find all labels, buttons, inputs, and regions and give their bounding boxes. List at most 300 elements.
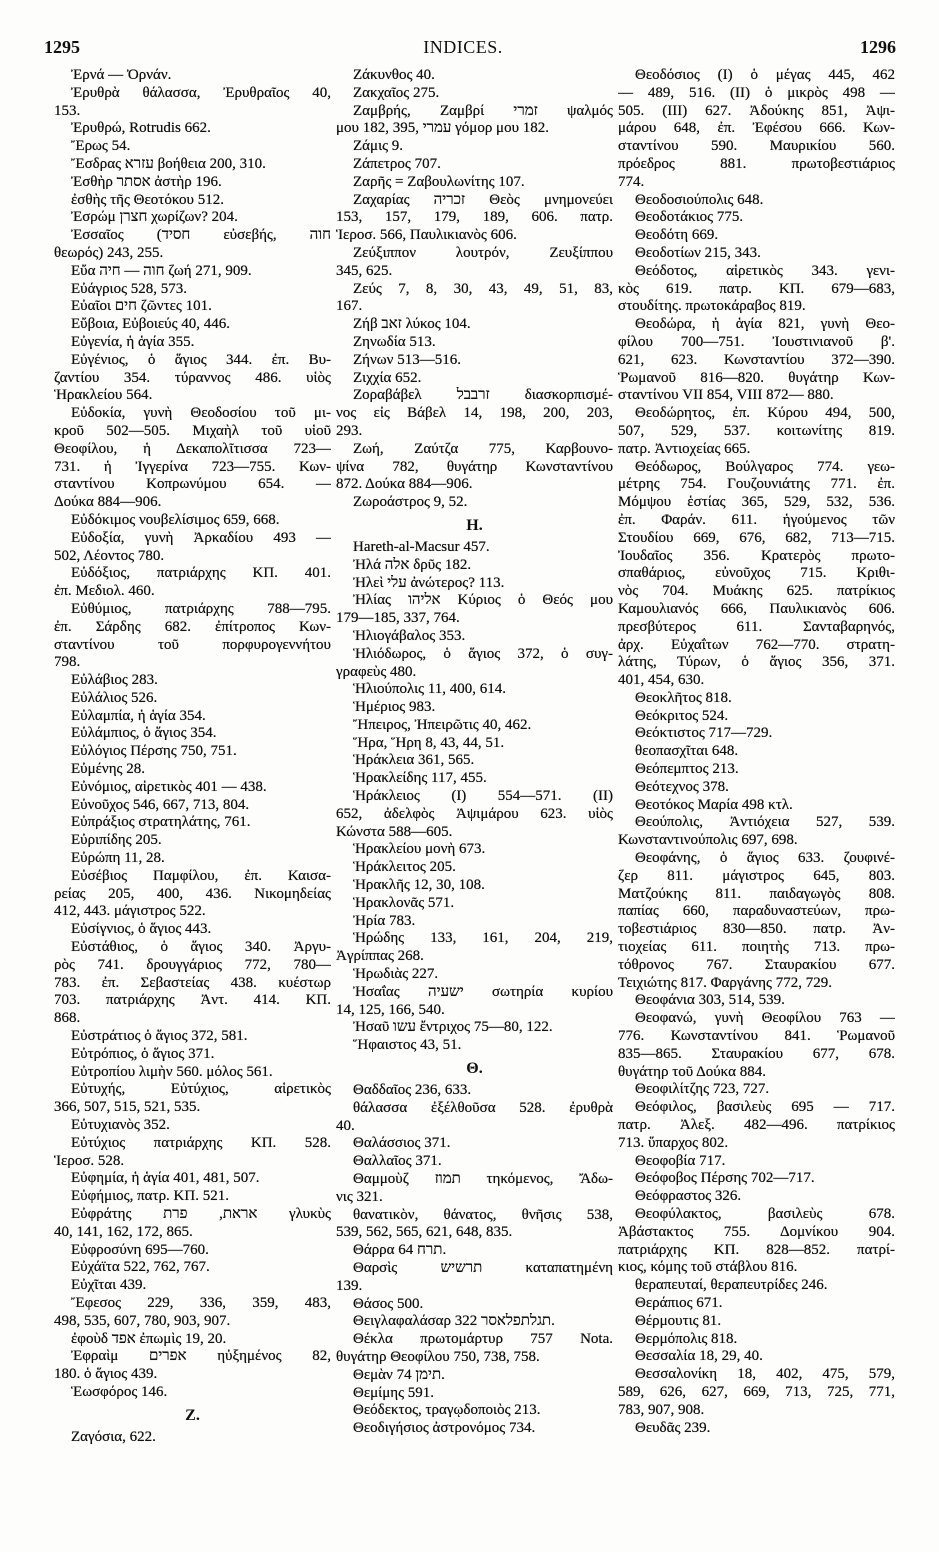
index-entry	[336, 1082, 613, 1100]
index-entry	[618, 1206, 895, 1277]
entry-headword-line: Εὐθύμιος, πατριάρχης 788—795.	[71, 600, 331, 617]
index-entry	[54, 939, 331, 1028]
entry-headword-line: Θεόφιλος, βασιλεὺς 695 — 717.	[635, 1099, 895, 1116]
index-entry	[54, 1064, 331, 1082]
entry-continuation-line: νος εἰς Βάβελ 14, 198, 200, 203,	[336, 405, 613, 422]
entry-continuation-line: 502, Λέοντος 780.	[54, 547, 165, 564]
index-entry	[54, 601, 331, 672]
entry-headword-line: Ἔρως 54.	[71, 138, 131, 155]
index-entry	[336, 1153, 613, 1171]
entry-headword-line: Ζωροάστρος 9, 52.	[353, 494, 468, 511]
index-entry	[54, 85, 331, 121]
entry-headword-line: Εὐφήμιος, πατρ. ΚΠ. 521.	[71, 1188, 229, 1205]
index-entry	[336, 1296, 613, 1314]
index-entry	[618, 245, 895, 263]
entry-headword-line: Εὐδόξιος, πατριάρχης ΚΠ. 401.	[71, 565, 331, 582]
index-entry	[54, 67, 331, 85]
entry-headword-line: Ἠσαΐας ישעיה σωτηρία κυρίου	[353, 983, 613, 1000]
index-entry	[618, 850, 895, 992]
entry-continuation-line: θυγάτηρ Θεοφίλου 750, 738, 758.	[336, 1348, 540, 1365]
index-entry	[54, 120, 331, 138]
entry-headword-line: Εὐπράξιος στρατηλάτης, 761.	[71, 814, 251, 831]
index-entry	[336, 1313, 613, 1331]
entry-headword-line: Εὐσίγνιος, ὁ ἅγιος 443.	[71, 921, 212, 938]
entry-continuation-line: Κωνσταντινούπολις 697, 698.	[618, 832, 798, 849]
index-entry	[618, 725, 895, 743]
index-entry	[618, 1366, 895, 1419]
entry-headword-line: Εὐδόκιμος νουβελίσιμος 659, 668.	[71, 511, 280, 528]
entry-continuation-line: 798.	[54, 654, 81, 671]
entry-headword-line: Θεόδωρος, Βούλγαρος 774. γεω-	[635, 458, 895, 475]
entry-continuation-line: Ἀγρίππας 268.	[336, 948, 424, 965]
index-entry	[618, 814, 895, 850]
entry-headword-line: ἐφοὺδ אפד ἐπωμὶς 19, 20.	[71, 1330, 227, 1347]
entry-headword-line: Ζάπετρος 707.	[353, 155, 441, 172]
entry-headword-line: Θέρμουτις 81.	[635, 1312, 722, 1329]
index-entry	[54, 192, 331, 210]
entry-headword-line: Ζήνων 513—516.	[353, 351, 461, 368]
entry-headword-line: Ζαρῆς = Ζαβουλωνίτης 107.	[353, 173, 525, 190]
entry-headword-line: Εὐφράτης אראת, פרת γλυκὺς	[71, 1206, 331, 1222]
entry-headword-line: Εὐτροπίου λιμὴν 560. μόλος 561.	[71, 1063, 273, 1080]
index-entry	[336, 699, 613, 717]
page-number-right: 1296	[860, 37, 896, 57]
entry-continuation-line: σπαθάριος, εὐνοῦχος 715. Κριθι-	[618, 565, 895, 582]
index-entry	[54, 779, 331, 797]
entry-headword-line: Θεοφάνης, ὁ ἅγιος 633. ζουφινέ-	[635, 850, 895, 867]
entry-continuation-line: πρεσβύτερος 611. Σανταβαρηνός,	[618, 618, 895, 635]
index-entry	[54, 530, 331, 566]
index-entry	[336, 628, 613, 646]
entry-continuation-line: Ματζούκης 811. παιδαγωγὸς 808.	[618, 885, 895, 902]
entry-headword-line: Ἐρυθρώ, Rotrudis 662.	[71, 120, 211, 137]
entry-continuation-line: θεωρός) 243, 255.	[54, 244, 164, 261]
index-entry	[336, 770, 613, 788]
index-entry	[54, 298, 331, 316]
index-entry	[54, 1348, 331, 1384]
entry-headword-line: Θευδᾶς 239.	[635, 1419, 711, 1436]
entry-continuation-line: 652, ἀδελφὸς Ἀψιμάρου 623. υἱὸς	[336, 805, 613, 822]
entry-continuation-line: κροῦ 502—505. Μιχαὴλ τοῦ υἱοῦ	[54, 422, 331, 439]
entry-headword-line: Εὐδοκία, γυνὴ Θεοδοσίου τοῦ μι-	[71, 405, 331, 422]
index-entry	[336, 67, 613, 85]
index-entry	[336, 966, 613, 984]
index-entry	[336, 1171, 613, 1207]
entry-headword-line: Εὐχάϊτα 522, 762, 767.	[71, 1259, 210, 1276]
entry-headword-line: Ἡμέριος 983.	[353, 699, 436, 716]
entry-continuation-line: ἐπ. Φαράν. 611. ἡγούμενος τῶν	[618, 511, 895, 528]
index-entry	[54, 263, 331, 281]
entry-continuation-line: Ἱεροσ. 566, Παυλικιανὸς 606.	[336, 227, 517, 244]
index-entry	[336, 441, 613, 494]
entry-continuation-line: Ἱεροσ. 528.	[54, 1152, 125, 1169]
entry-headword-line: Εὐτύχιος πατριάρχης ΚΠ. 528.	[71, 1134, 331, 1151]
index-entry	[336, 557, 613, 575]
index-entry	[336, 156, 613, 174]
entry-continuation-line: 731. ἡ Ἰγγερίνα 723—755. Κων-	[54, 458, 331, 475]
entry-headword-line: Ἐσρώμ חצרן χωρίζων? 204.	[71, 209, 238, 226]
index-entry	[336, 877, 613, 895]
index-entry	[336, 245, 613, 281]
entry-continuation-line: 40.	[336, 1117, 355, 1134]
entry-continuation-line: 180. ὁ ἅγιος 439.	[54, 1366, 158, 1383]
entry-continuation-line: Τειχιώτης 817. Φαργάνης 772, 729.	[618, 974, 832, 991]
entry-headword-line: Ἠσαῦ עשו ἔντριχος 75—80, 122.	[353, 1019, 553, 1036]
entry-headword-line: θανατικὸν, θάνατος, θνῆσις 538,	[353, 1206, 613, 1223]
index-entry	[336, 681, 613, 699]
entry-headword-line: Θαλάσσιος 371.	[353, 1135, 451, 1152]
entry-headword-line: Ἐρυθρὰ θάλασσα, Ἐρυθραῖος 40,	[71, 84, 331, 101]
index-entry	[54, 316, 331, 334]
entry-headword-line: Θεοδώρητος, ἐπ. Κύρου 494, 500,	[635, 405, 895, 422]
entry-headword-line: Θεοφιλίτζης 723, 727.	[635, 1081, 770, 1098]
entry-continuation-line: στουδίτης. πρωτοκάραβος 819.	[618, 298, 806, 315]
entry-continuation-line: ἐπ. Σάρδης 682. ἐπίτροπος Κων-	[54, 618, 331, 635]
index-entry	[336, 1037, 613, 1055]
index-entry	[54, 814, 331, 832]
index-entry	[54, 352, 331, 405]
entry-headword-line: Ἑωσφόρος 146.	[71, 1383, 168, 1400]
index-entry	[54, 334, 331, 352]
entry-headword-line: Θεόκτιστος 717—729.	[635, 725, 773, 742]
index-entry	[618, 263, 895, 316]
entry-continuation-line: 621, 623. Κωνσταντίου 372—390.	[618, 351, 895, 368]
entry-headword-line: Ἐσθὴρ אסתר ἀστὴρ 196.	[71, 173, 222, 190]
entry-continuation-line: Μόμψου ἑστίας 365, 529, 532, 536.	[618, 494, 895, 511]
entry-continuation-line: 139.	[336, 1277, 363, 1294]
index-entry	[618, 192, 895, 210]
entry-continuation-line: 507, 529, 537. κοιτωνίτης 819.	[618, 422, 895, 439]
entry-headword-line: Θεοδόσιος (I) ὁ μέγας 445, 462	[635, 67, 895, 83]
entry-headword-line: Εὐδοξία, γυνὴ Ἀρκαδίου 493 —	[71, 529, 331, 546]
index-entry	[336, 1019, 613, 1037]
entry-headword-line: Ἡρωδιὰς 227.	[353, 966, 439, 983]
index-entry	[54, 1384, 331, 1402]
index-entry	[618, 1295, 895, 1313]
entry-continuation-line: ζερ 811. μάγιστρος 645, 803.	[618, 867, 895, 884]
index-entry	[54, 850, 331, 868]
entry-headword-line: Ἠλίας אליהו Κύριος ὁ Θεός μου	[353, 592, 613, 609]
entry-headword-line: Ἡρακλείου μονὴ 673.	[353, 841, 486, 858]
entry-continuation-line: ρείας 205, 400, 436. Νικομηδείας	[54, 885, 331, 902]
index-entry	[54, 1295, 331, 1331]
entry-continuation-line: 179—185, 337, 764.	[336, 610, 460, 627]
entry-headword-line: Ζαμβρής, Ζαμβρί זמרי ψαλμός	[353, 102, 613, 119]
index-entry	[54, 1028, 331, 1046]
entry-continuation-line: Δούκα 884—906.	[54, 494, 162, 511]
index-entry	[336, 138, 613, 156]
index-column-2	[336, 67, 613, 1438]
index-entry	[336, 1260, 613, 1296]
entry-headword-line: Ἡρακλείδης 117, 455.	[353, 770, 487, 787]
entry-headword-line: Θεούπολις, Ἀντιόχεια 527, 539.	[635, 814, 895, 831]
index-entry	[336, 913, 613, 931]
index-entry	[336, 281, 613, 317]
entry-headword-line: Ἠρία 783.	[353, 912, 416, 929]
entry-headword-line: Ζοραβάβελ זרבבל διασκορπισμέ-	[353, 387, 613, 404]
entry-headword-line: Ζάμις 9.	[353, 138, 404, 155]
index-entry	[618, 1313, 895, 1331]
index-entry	[618, 992, 895, 1010]
entry-headword-line: Εὐστράτιος ὁ ἅγιος 372, 581.	[71, 1028, 248, 1045]
entry-continuation-line: Θεοφίλου, ἡ Δεκαπολῖτισσα 723—	[54, 440, 331, 457]
entry-headword-line: Ἡράκλεια 361, 565.	[353, 752, 475, 769]
entry-continuation-line: σταντίνου τοῦ πορφυρογεννήτου	[54, 636, 331, 653]
index-entry	[336, 192, 613, 245]
index-entry	[336, 103, 613, 139]
entry-headword-line: Θειγλαφαλάσαρ תגלתפלאסר 322.	[353, 1313, 555, 1330]
entry-continuation-line: 40, 141, 162, 172, 865.	[54, 1223, 193, 1240]
index-entry	[336, 1420, 613, 1438]
index-entry	[336, 1242, 613, 1260]
entry-continuation-line: θυγάτηρ τοῦ Δούκα 884.	[618, 1063, 766, 1080]
entry-headword-line: Ζωή, Ζαύτζα 775, Καρβουνο-	[353, 440, 613, 457]
index-entry	[336, 788, 613, 841]
entry-continuation-line: 167.	[336, 298, 363, 315]
entry-continuation-line: 703. πατριάρχης Ἀντ. 414. ΚΠ.	[54, 992, 331, 1009]
entry-headword-line: Θεοκλῆτος 818.	[635, 689, 732, 706]
index-entry	[54, 1188, 331, 1206]
index-entry	[618, 227, 895, 245]
entry-continuation-line: 505. (III) 627. Ἀδούκης 851, Ἀψι-	[618, 102, 895, 119]
index-entry	[336, 387, 613, 440]
entry-headword-line: Θεοφάνια 303, 514, 539.	[635, 992, 785, 1009]
index-entry	[618, 743, 895, 761]
entry-headword-line: Ἐσσαῖος (חסיד εὐσεβής, חוה	[71, 227, 331, 244]
index-entry	[54, 156, 331, 174]
index-entry	[54, 565, 331, 601]
entry-headword-line: Εὐρώπη 11, 28.	[71, 850, 165, 867]
index-entry	[54, 1117, 331, 1135]
entry-headword-line: Εὐλαμπία, ἡ ἁγία 354.	[71, 707, 206, 724]
index-entry	[336, 1331, 613, 1367]
index-entry	[54, 708, 331, 726]
index-entry	[54, 138, 331, 156]
entry-continuation-line: λάτης, Τύρων, ὁ ἅγιος 356, 371.	[618, 654, 895, 671]
index-entry	[336, 494, 613, 512]
index-entry	[336, 174, 613, 192]
index-entry	[336, 575, 613, 593]
entry-continuation-line: τόθρονος 767. Σταυρακίου 677.	[618, 956, 895, 973]
entry-continuation-line: Καμουλιανός 666, Παυλικιανὸς 606.	[618, 600, 895, 617]
index-entry	[618, 1010, 895, 1081]
entry-continuation-line: Ῥωμανοῦ 816—820. θυγάτηρ Κων-	[618, 369, 895, 386]
index-column-3	[618, 67, 895, 1437]
entry-headword-line: Ζακχαῖος 275.	[353, 84, 440, 101]
index-entry	[336, 735, 613, 753]
entry-continuation-line: 713. ὕπαρχος 802.	[618, 1134, 729, 1151]
entry-continuation-line: παπίας 660, παραδυναστεύων, πρω-	[618, 903, 895, 920]
index-entry	[336, 1100, 613, 1136]
index-entry	[618, 1099, 895, 1152]
index-entry	[336, 592, 613, 628]
entry-headword-line: Θεοφανώ, γυνὴ Θεοφίλου 763 —	[635, 1010, 895, 1027]
index-entry	[336, 85, 613, 103]
index-entry	[54, 405, 331, 512]
entry-headword-line: Ζήβ זאב λύκος 104.	[353, 316, 471, 333]
entry-continuation-line: φίλου 700—751. Ἰουστινιανοῦ β'.	[618, 333, 895, 350]
index-entry	[618, 1420, 895, 1438]
entry-headword-line: Θεόπεμπτος 213.	[635, 761, 739, 778]
entry-continuation-line: σταντίνου VII 854, VIII 872— 880.	[618, 387, 834, 404]
entry-continuation-line: σταντίνου 590. Μαυρικίου 560.	[618, 138, 895, 155]
entry-headword-line: Θεμὰν תימן 74.	[353, 1366, 445, 1383]
entry-headword-line: Εὐλόγιος Πέρσης 750, 751.	[71, 743, 237, 760]
entry-continuation-line: τοβεστιάριος 830—850. πατρ. Ἀν-	[618, 921, 895, 938]
entry-continuation-line: γραφεὺς 480.	[336, 663, 417, 680]
entry-continuation-line: Ἀβάστακτος 755. Δομνίκου 904.	[618, 1223, 895, 1240]
entry-headword-line: Εὐσέβιος Παμφίλου, ἐπ. Καισα-	[71, 867, 331, 884]
index-entry	[54, 1046, 331, 1064]
entry-headword-line: Θερμόπολις 818.	[635, 1330, 738, 1347]
entry-headword-line: θεοπασχῖται 648.	[635, 743, 739, 760]
entry-continuation-line: πρόεδρος 881. πρωτοβεστιάριος	[618, 155, 895, 172]
entry-continuation-line: 153.	[54, 102, 81, 119]
entry-headword-line: Εὐνοῦχος 546, 667, 713, 804.	[71, 796, 250, 813]
entry-headword-line: Θεόδεκτος, τραγῳδοποιὸς 213.	[353, 1402, 541, 1419]
entry-headword-line: Θεοφύλακτος, βασιλεὺς 678.	[635, 1206, 895, 1222]
index-entry	[54, 797, 331, 815]
index-entry	[336, 1207, 613, 1243]
entry-continuation-line: 589, 626, 627, 669, 713, 725, 771,	[618, 1383, 895, 1400]
index-entry	[54, 725, 331, 743]
entry-headword-line: Ζεύξιππον λουτρόν, Ζευξίππου	[353, 244, 613, 261]
index-entry	[618, 67, 895, 192]
index-entry	[336, 1135, 613, 1153]
index-entry	[336, 646, 613, 682]
entry-continuation-line: 498, 535, 607, 780, 903, 907.	[54, 1312, 231, 1329]
entry-headword-line: Εὐστάθιος, ὁ ἅγιος 340. Ἀργυ-	[71, 939, 331, 956]
entry-headword-line: Θαμμοὺζ תמוז τηκόμενος, Ἄδω-	[353, 1171, 613, 1188]
index-entry	[54, 761, 331, 779]
entry-continuation-line: κὸς 619. πατρ. ΚΠ. 679—683,	[618, 280, 895, 297]
entry-headword-line: Ἠλά אלה δρῦς 182.	[353, 556, 472, 573]
entry-continuation-line: πατρ. Ἀντιοχείας 665.	[618, 440, 751, 457]
index-entry	[336, 539, 613, 557]
index-entry	[618, 459, 895, 690]
entry-headword-line: Εὐγενία, ἡ ἁγία 355.	[71, 333, 195, 350]
entry-continuation-line: — 489, 516. (II) ὁ μικρὸς 498 —	[618, 84, 895, 101]
letter-heading: Z.	[185, 1406, 200, 1424]
index-entry	[618, 1153, 895, 1171]
entry-continuation-line: τιοχείας 611. ποιητὴς 713. πρω-	[618, 939, 895, 956]
entry-headword-line: Ζιχχία 652.	[353, 369, 422, 386]
index-entry	[54, 1277, 331, 1295]
index-entry	[336, 334, 613, 352]
entry-continuation-line: 774.	[618, 173, 645, 190]
index-entry	[54, 672, 331, 690]
entry-continuation-line: 412, 443. μάγιστρος 522.	[54, 903, 206, 920]
running-title: INDICES.	[423, 37, 503, 57]
entry-headword-line: Εὐαῖοι חים ζῶντες 101.	[71, 298, 212, 315]
entry-headword-line: Θεσσαλονίκη 18, 402, 475, 579,	[635, 1366, 895, 1383]
entry-continuation-line: νὸς 704. Μυάκης 625. πατρίκιος	[618, 583, 895, 600]
entry-headword-line: Ἤπειρος, Ἠπειρῶτις 40, 462.	[353, 716, 532, 733]
entry-headword-line: Ζαγόσια, 622.	[71, 1428, 156, 1445]
index-column-1	[54, 67, 331, 1447]
index-entry	[336, 1402, 613, 1420]
page-number-left: 1295	[44, 37, 80, 57]
index-entry	[54, 1242, 331, 1260]
index-entry	[54, 1259, 331, 1277]
entry-headword-line: Ζηνωδία 513.	[353, 333, 436, 350]
entry-headword-line: Εὐτυχής, Εὐτύχιος, αἱρετικὸς	[71, 1081, 331, 1098]
index-entry	[618, 1348, 895, 1366]
entry-headword-line: Ἐρνά — Ὀρνάν.	[71, 67, 172, 83]
index-entry	[618, 797, 895, 815]
entry-headword-line: Ἡλιογάβαλος 353.	[353, 627, 466, 644]
entry-headword-line: Ἔφεσος 229, 336, 359, 483,	[71, 1294, 331, 1311]
entry-continuation-line: ἐπ. Μεδιολ. 460.	[54, 583, 155, 600]
index-entry	[618, 1331, 895, 1349]
index-entry	[336, 841, 613, 859]
index-entry	[336, 859, 613, 877]
entry-continuation-line: 293.	[336, 422, 363, 439]
entry-continuation-line: σταντίνου Κοπρωνύμου 654. —	[54, 476, 331, 493]
entry-continuation-line: 872. Δούκα 884—906.	[336, 476, 473, 493]
entry-headword-line: Ἡρακλῆς 12, 30, 108.	[353, 877, 485, 894]
entry-headword-line: Θεοφοβία 717.	[635, 1152, 726, 1169]
entry-headword-line: Ἔσδρας עזרא βοήθεια 200, 310.	[71, 155, 266, 172]
index-entry	[54, 1135, 331, 1171]
entry-headword-line: Θεράπιος 671.	[635, 1294, 723, 1311]
entry-headword-line: Hareth-al-Macsur 457.	[353, 538, 490, 555]
entry-headword-line: Εὐχῖται 439.	[71, 1277, 147, 1294]
index-entry	[336, 1367, 613, 1385]
index-entry	[54, 512, 331, 530]
entry-headword-line: Θεσσαλία 18, 29, 40.	[635, 1348, 763, 1365]
index-entry	[54, 1081, 331, 1117]
entry-continuation-line: 401, 454, 630.	[618, 672, 705, 689]
entry-headword-line: Ἡλιόδωρος, ὁ ἅγιος 372, ὁ συγ-	[353, 645, 613, 662]
entry-headword-line: Θεοδότη 669.	[635, 227, 719, 244]
index-entry	[618, 708, 895, 726]
entry-headword-line: Θεοδοτίων 215, 343.	[635, 244, 761, 261]
entry-headword-line: Θεόφοβος Πέρσης 702—717.	[635, 1170, 815, 1187]
entry-headword-line: Θαρσὶς תרשיש καταπατημένη	[353, 1260, 613, 1276]
letter-heading: H.	[466, 516, 483, 534]
letter-heading: Θ.	[466, 1060, 483, 1078]
entry-headword-line: Ἐφραὶμ אפרים ηὐξημένος 82,	[71, 1348, 331, 1365]
entry-headword-line: Εὐλάβιος 283.	[71, 672, 158, 689]
entry-headword-line: Εὐφροσύνη 695—760.	[71, 1241, 209, 1258]
entry-headword-line: Εὐτυχιανὸς 352.	[71, 1117, 170, 1134]
index-entry	[54, 1331, 331, 1349]
entry-headword-line: Θεοδιγήσιος ἀστρονόμος 734.	[353, 1420, 536, 1437]
index-entry	[336, 930, 613, 966]
entry-continuation-line: μέτρης 754. Γουζουνιάτης 771. ἐπ.	[618, 476, 895, 493]
entry-headword-line: Ζεύς 7, 8, 30, 43, 49, 51, 83,	[353, 280, 613, 297]
index-entry	[54, 690, 331, 708]
entry-headword-line: Θάσος 500.	[353, 1295, 424, 1312]
entry-headword-line: Εὐτρόπιος, ὁ ἅγιος 371.	[71, 1045, 215, 1062]
index-entry	[618, 1081, 895, 1099]
entry-headword-line: Θεοτόκος Μαρία 498 κτλ.	[635, 796, 793, 813]
index-entry	[618, 779, 895, 797]
index-entry	[54, 209, 331, 227]
entry-continuation-line: ρὸς 741. δρουγγάριος 772, 780—	[54, 956, 331, 973]
entry-headword-line: Εὔβοια, Εὐβοιεύς 40, 446.	[71, 316, 231, 333]
entry-continuation-line: ἀρχ. Εὐχαΐτων 762—770. στρατη-	[618, 636, 895, 653]
index-entry	[618, 690, 895, 708]
entry-continuation-line: 783, 907, 908.	[618, 1401, 705, 1418]
entry-continuation-line: Ἰουδαῖος 356. Κρατερὸς πρωτο-	[618, 547, 895, 564]
entry-headword-line: Εὐνόμιος, αἱρετικὸς 401 — 438.	[71, 778, 267, 795]
entry-headword-line: ἐσθὴς τῆς Θεοτόκου 512.	[71, 191, 224, 208]
entry-continuation-line: ψίνα 782, θυγάτηρ Κωνσταντίνου	[336, 458, 613, 475]
entry-headword-line: θεραπευταί, θεραπευτρίδες 246.	[635, 1277, 828, 1294]
index-entry	[618, 405, 895, 458]
